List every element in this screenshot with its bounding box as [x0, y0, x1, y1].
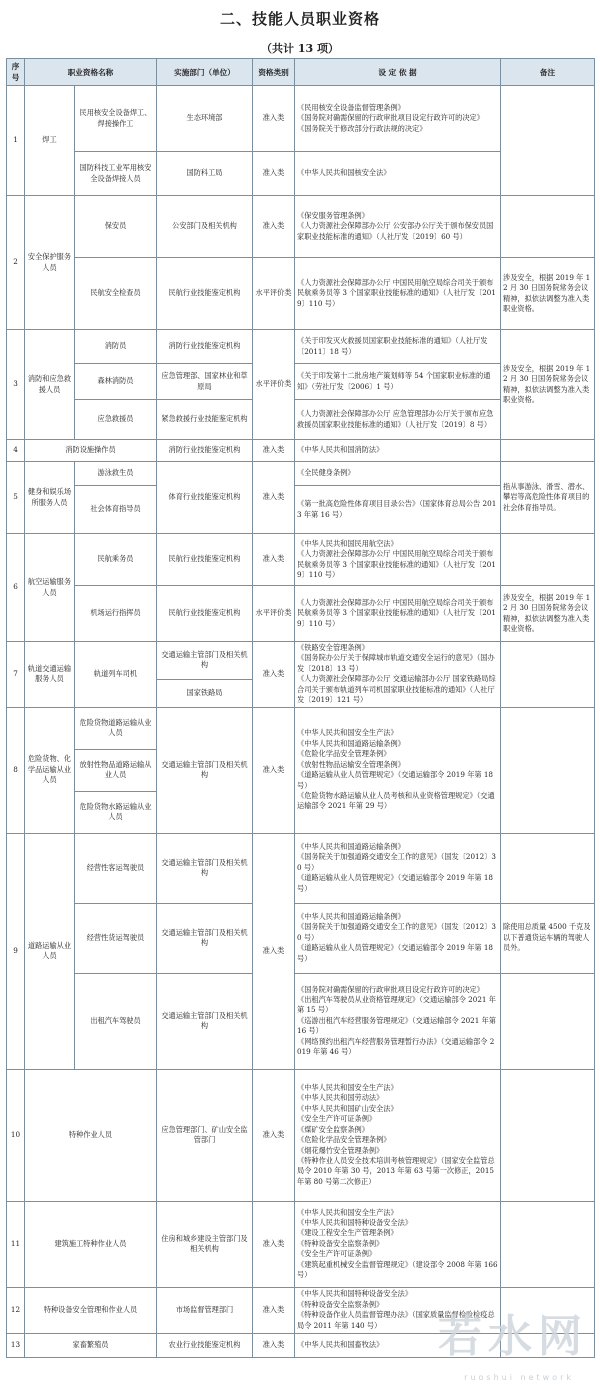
header-no: 序号: [7, 59, 25, 86]
row-type: 准入类: [253, 440, 295, 462]
row-dept: 消防行业技能鉴定机构: [157, 440, 253, 462]
row-type: 准入类: [253, 462, 295, 534]
header-name: 职业资格名称: [25, 59, 157, 86]
table-row: [7, 534, 595, 586]
row-dept: 住房和城乡建设主管部门及相关机构: [157, 1201, 253, 1287]
row-note: [501, 86, 595, 196]
table-row: [7, 833, 595, 903]
header-basis: 设 定 依 据: [295, 59, 501, 86]
row-type: 准入类: [253, 642, 295, 708]
qualification-table: [6, 58, 595, 1358]
row-name: 危险货物水路运输从业人员: [75, 791, 157, 833]
row-name: 放射性物品道路运输从业人员: [75, 749, 157, 791]
row-no: 13: [7, 1333, 25, 1357]
row-no: 5: [7, 462, 25, 534]
row-basis: 《中华人民共和国道路运输条例》 《国务院关于加强道路交通安全工作的意见》（国发〔2012〕30 号） 《道路运输从业人员管理规定》（交通运输部令 2019 年第 18 号）: [295, 833, 501, 903]
row-name: 出租汽车驾驶员: [75, 973, 157, 1069]
row-no: 12: [7, 1287, 25, 1333]
row-dept: 农业行业技能鉴定机构: [157, 1333, 253, 1357]
row-note: [501, 440, 595, 462]
table-row: [7, 586, 595, 642]
row-note: 涉及安全，根据 2019 年 12 月 30 日国务院常务会议精神，拟依法调整为准入类职业资格。: [501, 330, 595, 440]
row-basis: 《关于印发第十二批房地产策划师等 54 个国家职业标准的通知》（劳社厅发〔2006〕1 号）: [295, 364, 501, 400]
row-type: 准入类: [253, 152, 295, 196]
row-basis: 《保安服务管理条例》 《人力资源社会保障部办公厅 公安部办公厅关于颁布保安员国家职业技能标准的通知》（人社厅发〔2019〕60 号）: [295, 196, 501, 258]
row-basis: 《全民健身条例》: [295, 462, 501, 486]
row-name: 经营性客运驾驶员: [75, 833, 157, 903]
page-subtitle: （共计 13 项）: [261, 42, 339, 55]
row-name: 消防设施操作员: [25, 440, 157, 462]
header-note: 备注: [501, 59, 595, 86]
row-name: 应急救援员: [75, 400, 157, 440]
row-name: 民航安全检查员: [75, 258, 157, 330]
header-dept: 实施部门（单位）: [157, 59, 253, 86]
table-row: [7, 707, 595, 749]
row-no: 2: [7, 196, 25, 330]
row-dept: 应急管理部门、矿山安全监管部门: [157, 1069, 253, 1201]
row-basis: 《人力资源社会保障部办公厅 应急管理部办公厅关于颁布应急救援员国家职业技能标准的通知》（人社厅发〔2019〕8 号）: [295, 400, 501, 440]
row-basis: 《第一批高危险性体育项目目录公告》（国家体育总局公告 2013 年第 16 号）: [295, 486, 501, 534]
row-name: 特种设备安全管理和作业人员: [25, 1287, 157, 1333]
row-note: [501, 196, 595, 258]
table-row: [7, 642, 595, 680]
row-basis: 《中华人民共和国安全生产法》 《中华人民共和国劳动法》 《中华人民共和国矿山安全法》 《安全生产许可证条例》 《煤矿安全监察条例》 《危险化学品安全管理条例》 《烟花爆竹安全管理条例》 《特种作业人员安全技术培训考核管理规定》（国家安全监管总局令 2010 年第 30 号，2013 年第 63 号第一次修正，2015 年第 80 号第二次修正）: [295, 1069, 501, 1201]
row-no: 7: [7, 642, 25, 708]
row-dept: 公安部门及相关机构: [157, 196, 253, 258]
table-row: [7, 903, 595, 973]
table-row: [7, 258, 595, 330]
row-name: 家畜繁殖员: [25, 1333, 157, 1357]
row-type: 准入类: [253, 833, 295, 1069]
row-no: 4: [7, 440, 25, 462]
row-dept: 交通运输主管部门及相关机构: [157, 973, 253, 1069]
row-note: 除使用总质量 4500 千克及以下普通货运车辆的驾驶人员外。: [501, 903, 595, 973]
row-name: 民用核安全设备焊工、焊接操作工: [75, 86, 157, 152]
row-dept: 民航行业技能鉴定机构: [157, 586, 253, 642]
row-note: [501, 1069, 595, 1201]
row-category: 焊工: [25, 86, 75, 196]
row-name: 轨道列车司机: [75, 642, 157, 708]
row-dept: 消防行业技能鉴定机构: [157, 330, 253, 364]
row-name: 民航乘务员: [75, 534, 157, 586]
row-no: 6: [7, 534, 25, 642]
row-basis: 《中华人民共和国道路运输条例》 《国务院关于加强道路交通安全工作的意见》（国发〔2012〕30 号） 《道路运输从业人员管理规定》（交通运输部令 2019 年第 18 号）: [295, 903, 501, 973]
row-dept: 紧急救援行业技能鉴定机构: [157, 400, 253, 440]
row-category: 道路运输从业人员: [25, 833, 75, 1069]
row-note: [501, 833, 595, 903]
row-category: 航空运输服务人员: [25, 534, 75, 642]
row-basis: 《国务院对确需保留的行政审批项目设定行政许可的决定》 《出租汽车驾驶员从业资格管理规定》（交通运输部令 2021 年第 15 号） 《巡游出租汽车经营服务管理规定》（交通运输部令 2021 年第 16 号） 《网络预约出租汽车经营服务管理暂行办法》（交通运输部令 2019 年第 46 号）: [295, 973, 501, 1069]
row-type: 准入类: [253, 1069, 295, 1201]
row-dept: 国家铁路局: [157, 679, 253, 707]
row-name: 机场运行指挥员: [75, 586, 157, 642]
row-category: 健身和娱乐场所服务人员: [25, 462, 75, 534]
table-row: [7, 1201, 595, 1287]
row-basis: 《中华人民共和国核安全法》: [295, 152, 501, 196]
row-note: [501, 534, 595, 586]
row-dept: 市场监督管理部门: [157, 1287, 253, 1333]
row-basis: 《人力资源社会保障部办公厅 中国民用航空局综合司关于颁布民航乘务员等 3 个国家职业技能标准的通知》（人社厅发〔2019〕110 号）: [295, 586, 501, 642]
row-note: 涉及安全，根据 2019 年 12 月 30 日国务院常务会议精神，拟依法调整为准入类职业资格。: [501, 586, 595, 642]
row-no: 9: [7, 833, 25, 1069]
row-name: 危险货物道路运输从业人员: [75, 707, 157, 749]
row-dept: 民航行业技能鉴定机构: [157, 534, 253, 586]
row-note: [501, 707, 595, 833]
row-name: 消防员: [75, 330, 157, 364]
row-name: 建筑施工特种作业人员: [25, 1201, 157, 1287]
row-category: 安全保护服务人员: [25, 196, 75, 330]
row-no: 1: [7, 86, 25, 196]
row-basis: 《中华人民共和国特种设备安全法》 《特种设备安全监察条例》 《特种设备作业人员监督管理办法》（国家质量监督检验检疫总局令 2011 年第 140 号）: [295, 1287, 501, 1333]
row-type: 水平评价类: [253, 258, 295, 330]
row-note: 涉及安全，根据 2019 年 12 月 30 日国务院常务会议精神，拟依法调整为准入类职业资格。: [501, 258, 595, 330]
row-name: 国防科技工业军用核安全设备焊接人员: [75, 152, 157, 196]
row-name: 社会体育指导员: [75, 486, 157, 534]
table-header-row: [7, 59, 595, 86]
watermark-subtext: ruoshui network: [464, 1373, 574, 1382]
row-type: 准入类: [253, 534, 295, 586]
row-category: 消防和应急救援人员: [25, 330, 75, 440]
row-note: [501, 1201, 595, 1287]
table-row: [7, 440, 595, 462]
row-no: 8: [7, 707, 25, 833]
row-no: 10: [7, 1069, 25, 1201]
table-row: [7, 196, 595, 258]
row-category: 危险货物、化学品运输从业人员: [25, 707, 75, 833]
row-name: 经营性货运驾驶员: [75, 903, 157, 973]
row-basis: 《民用核安全设备监督管理条例》 《国务院对确需保留的行政审批项目设定行政许可的决定》 《国务院关于修改部分行政法规的决定》: [295, 86, 501, 152]
row-dept: 民航行业技能鉴定机构: [157, 258, 253, 330]
table-row: [7, 973, 595, 1069]
row-basis: 《人力资源社会保障部办公厅 中国民用航空局综合司关于颁布民航乘务员等 3 个国家职业技能标准的通知》（人社厅发〔2019〕110 号）: [295, 258, 501, 330]
row-basis: 《中华人民共和国民用航空法》 《人力资源社会保障部办公厅 中国民用航空局综合司关于颁布民航乘务员等 3 个国家职业技能标准的通知》（人社厅发〔2019〕110 号）: [295, 534, 501, 586]
row-type: 水平评价类: [253, 330, 295, 440]
row-type: 准入类: [253, 707, 295, 833]
row-category: 轨道交通运输服务人员: [25, 642, 75, 708]
row-type: 水平评价类: [253, 586, 295, 642]
row-name: 游泳救生员: [75, 462, 157, 486]
row-type: 准入类: [253, 196, 295, 258]
row-dept: 交通运输主管部门及相关机构: [157, 642, 253, 680]
row-dept: 生态环境部: [157, 86, 253, 152]
table-row: [7, 330, 595, 364]
row-basis: 《中华人民共和国安全生产法》 《中华人民共和国特种设备安全法》 《建设工程安全生产管理条例》 《特种设备安全监察条例》 《安全生产许可证条例》 《建筑起重机械安全监督管理规定》（建设部令 2008 年第 166 号）: [295, 1201, 501, 1287]
row-basis: 《铁路安全管理条例》 《国务院办公厅关于保障城市轨道交通安全运行的意见》（国办发〔2018〕13 号） 《人力资源社会保障部办公厅 交通运输部办公厅 国家铁路局综合司关于颁布轨道列车司机国家职业技能标准的通知》（人社厅发〔2019〕121 号）: [295, 642, 501, 708]
row-type: 准入类: [253, 1333, 295, 1357]
row-name: 森林消防员: [75, 364, 157, 400]
row-name: 特种作业人员: [25, 1069, 157, 1201]
table-row: [7, 462, 595, 486]
page-title: 二、技能人员职业资格: [219, 10, 380, 28]
row-dept: 应急管理部、国家林业和草原局: [157, 364, 253, 400]
row-dept: 交通运输主管部门及相关机构: [157, 833, 253, 903]
watermark-logo: 若水网: [438, 1311, 588, 1362]
row-basis: 《中华人民共和国畜牧法》: [295, 1333, 501, 1357]
row-type: 准入类: [253, 1287, 295, 1333]
row-type: 准入类: [253, 86, 295, 152]
row-basis: 《关于印发灭火救援员国家职业技能标准的通知》（人社厅发〔2011〕18 号）: [295, 330, 501, 364]
row-basis: 《中华人民共和国消防法》: [295, 440, 501, 462]
header-type: 资格类别: [253, 59, 295, 86]
row-type: 准入类: [253, 1201, 295, 1287]
row-dept: 国防科工局: [157, 152, 253, 196]
table-row: [7, 86, 595, 152]
table-row: [7, 1069, 595, 1201]
row-note: 指从事游泳、滑雪、潜水、攀岩等高危险性体育项目的社会体育指导员。: [501, 462, 595, 534]
row-dept: 体育行业技能鉴定机构: [157, 462, 253, 534]
row-note: [501, 642, 595, 708]
row-dept: 交通运输主管部门及相关机构: [157, 707, 253, 833]
row-note: [501, 973, 595, 1069]
row-basis: 《中华人民共和国安全生产法》 《中华人民共和国道路运输条例》 《危险化学品安全管理条例》 《放射性物品运输安全管理条例》 《道路运输从业人员管理规定》（交通运输部令 2019 年第 18 号） 《危险货物水路运输从业人员考核和从业资格管理规定》（交通运输部令 2021 年第 29 号）: [295, 707, 501, 833]
row-name: 保安员: [75, 196, 157, 258]
row-no: 11: [7, 1201, 25, 1287]
row-no: 3: [7, 330, 25, 440]
row-dept: 交通运输主管部门及相关机构: [157, 903, 253, 973]
